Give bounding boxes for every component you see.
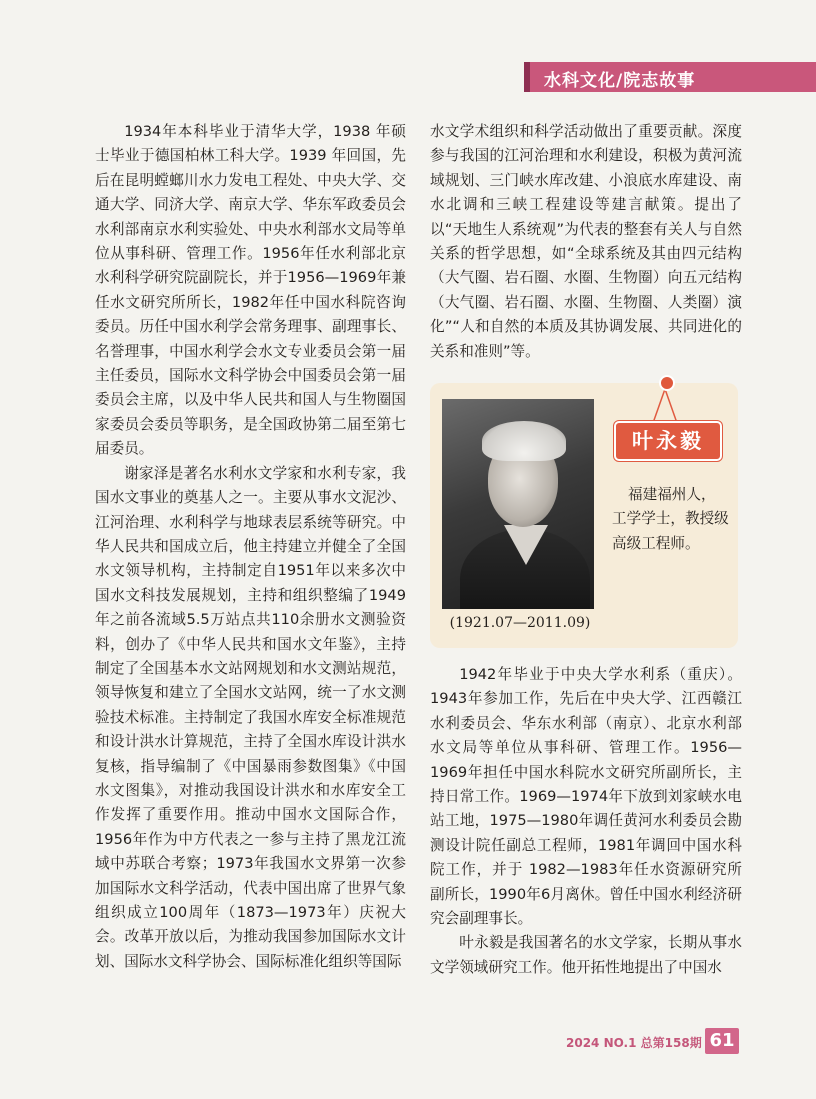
page-number: 61 <box>705 1028 739 1054</box>
header-accent-bar <box>524 62 530 92</box>
profile-card <box>430 383 738 648</box>
profile-bio <box>612 483 738 556</box>
bio-line: 高级工程师。 <box>612 534 700 552</box>
paragraph: 1942年毕业于中央大学水利系（重庆）。1943年参加工作，先后在中央大学、江西赣江水利委员会、华东水利部（南京）、北京水利部水文局等单位从事科研、管理工作。1956—1969年担任中国水科院水文研究所副所长，主持日常工作。1969—1974年下放到刘家峡水电站工地，1975—1980年调任黄河水利委员会勘测设计院任副总工程师，1981年调回中国水科院工作，并于 1982—1983年任水资源研究所副所长，1990年6月离休。曾任中国水利经济研究会副理事长。 <box>430 666 742 928</box>
paragraph: 叶永毅是我国著名的水文学家，长期从事水文学领域研究工作。他开拓性地提出了中国水 <box>430 934 742 976</box>
right-column-top <box>430 120 742 364</box>
paragraph: 水文学术组织和科学活动做出了重要贡献。深度参与我国的江河治理和水利建设，积极为黄河流域规划、三门峡水库改建、小浪底水库建设、南水北调和三峡工程建设等建言献策。提出了以“天地生人系统观”为代表的整套有关人与自然关系的哲学思想，如“全球系统及其由四元结构（大气圈、岩石圈、水圈、生物圈）向五元结构（大气圈、岩石圈、水圈、生物圈、人类圈）演化”“人和自然的本质及其协调发展、共同进化的关系和准则”等。 <box>430 123 742 360</box>
bio-line: 福建福州人， <box>628 486 716 503</box>
right-column-bottom <box>430 663 742 980</box>
life-dates: (1921.07—2011.09) <box>449 615 591 631</box>
paragraph: 1934年本科毕业于清华大学，1938 年硕士毕业于德国柏林工科大学。1939 年回国，先后在昆明螳螂川水力发电工程处、中央大学、交通大学、同济大学、南京大学、华东军政委员会水利部南京水利实验处、中央水利部水文局等单位从事科研、管理工作。1956年任水利部北京水利科学研究院副院长，并于1956—1969年兼任水文研究所所长，1982年任中国水科院咨询委员。历任中国水利学会常务理事、副理事长、名誉理事，中国水利学会水文专业委员会第一届主任委员，国际水文科学协会中国委员会第一届委员会主席，以及中华人民共和国人与生物圈国家委员会委员等职务，是全国政协第二届至第七届委员。 <box>95 123 406 458</box>
bio-line: 工学学士，教授级 <box>612 510 729 528</box>
paragraph: 谢家泽是著名水利水文学家和水利专家，我国水文事业的奠基人之一。主要从事水文泥沙、江河治理、水利科学与地球表层系统等研究。中华人民共和国成立后，他主持建立并健全了全国水文领导机构，主持制定自1951年以来多次中国水文科技发展规划，主持和组织整编了1949年之前各流域5.5万站点共110余册水文测验资料，创办了《中华人民共和国水文年鉴》，主持制定了全国基本水文站网规划和水文测站规范，领导恢复和建立了全国水文站网，统一了水文测验技术标准。主持制定了我国水库安全标准规范和设计洪水计算规范，主持了全国水库设计洪水复核，指导编制了《中国暴雨参数图集》《中国水文图集》，对推动我国设计洪水和水库安全工作发挥了重要作用。推动中国水文国际合作，1956年作为中方代表之一参与主持了黑龙江流域中苏联合考察；1973年我国水文界第一次参加国际水文科学活动，代表中国出席了世界气象组织成立100周年（1873—1973年）庆祝大会。改革开放以后，为推动我国参加国际水文计划、国际水文科学协会、国际标准化组织等国际 <box>95 464 406 970</box>
section-title: 水科文化/院志故事 <box>544 71 696 91</box>
issue-info: 2024 NO.1 总第158期 <box>566 1036 702 1050</box>
name-badge: 叶永毅 <box>614 421 722 461</box>
section-header <box>524 62 816 92</box>
left-column <box>95 120 406 974</box>
badge-dot <box>659 375 675 391</box>
portrait-photo <box>442 399 594 609</box>
